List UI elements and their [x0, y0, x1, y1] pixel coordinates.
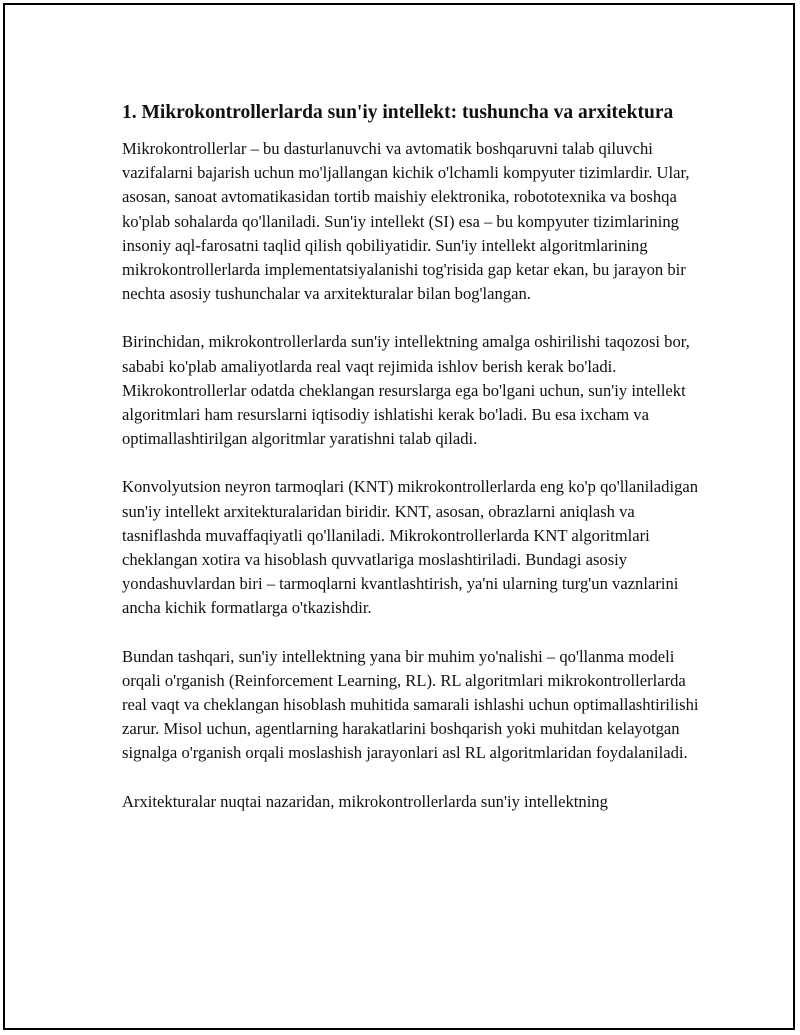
document-body [122, 99, 702, 838]
paragraph-intro: Mikrokontrollerlar – bu dasturlanuvchi va avtomatik boshqaruvni talab qiluvchi vazifalarni bajarish uchun mo'ljallangan kichik o'lchamli kompyuter tizimlardir. Ular, asosan, sanoat avtomatikasidan tortib maishiy elektronika, robototexnika va boshqa ko'plab sohalarda qo'llaniladi. Sun'iy intellekt (SI) esa – bu kompyuter tizimlarining insoniy aql-farosatni taqlid qilish qobiliyatidir. Sun'iy intellekt algoritmlarining mikrokontrollerlarda implementatsiyalanishi tog'risida gap ketar ekan, bu jarayon bir nechta asosiy tushunchalar va arxitekturalar bilan bog'langan. [122, 139, 690, 304]
document-page [3, 3, 795, 1030]
section-heading: 1. Mikrokontrollerlarda sun'iy intellekt: tushuncha va arxitektura [122, 102, 674, 123]
paragraph-rl: Bundan tashqari, sun'iy intellektning yana bir muhim yo'nalishi – qo'llanma modeli orqali o'rganish (Reinforcement Learning, RL). RL algoritmlari mikrokontrollerlarda real vaqt va cheklangan hisoblash muhitida samarali ishlashi uchun optimallashtirilishi zarur. Misol uchun, agentlarning harakatlarini boshqarish yoki muhitdan kelayotgan signalga o'rganish orqali moslashish jarayonlari asl RL algoritmlaridan foydalaniladi. [122, 646, 699, 763]
paragraph-realtime: Birinchidan, mikrokontrollerlarda sun'iy intellektning amalga oshirilishi taqozosi bor, sababi ko'plab amaliyotlarda real vaqt rejimida ishlov berish kerak bo'ladi. Mikrokontrollerlar odatda cheklangan resurslarga ega bo'lgani uchun, sun'iy intellekt algoritmlari ham resurslarni iqtisodiy ishlatishi kerak bo'ladi. Bu esa ixcham va optimallashtirilgan algoritmlar yaratishni talab qiladi. [122, 332, 690, 449]
paragraph-architecture: Arxitekturalar nuqtai nazaridan, mikrokontrollerlarda sun'iy intellektning [122, 791, 608, 811]
paragraph-cnn: Konvolyutsion neyron tarmoqlari (KNT) mikrokontrollerlarda eng ko'p qo'llaniladigan sun'iy intellekt arxitekturalaridan biridir. KNT, asosan, obrazlarni aniqlash va tasniflashda muvaffaqiyatli qo'llaniladi. Mikrokontrollerlarda KNT algoritmlari cheklangan xotira va hisoblash quvvatlariga moslashtiriladi. Bundagi asosiy yondashuvlardan biri – tarmoqlarni kvantlashtirish, ya'ni ularning turg'un vaznlarini ancha kichik formatlarga o'tkazishdir. [122, 477, 699, 618]
